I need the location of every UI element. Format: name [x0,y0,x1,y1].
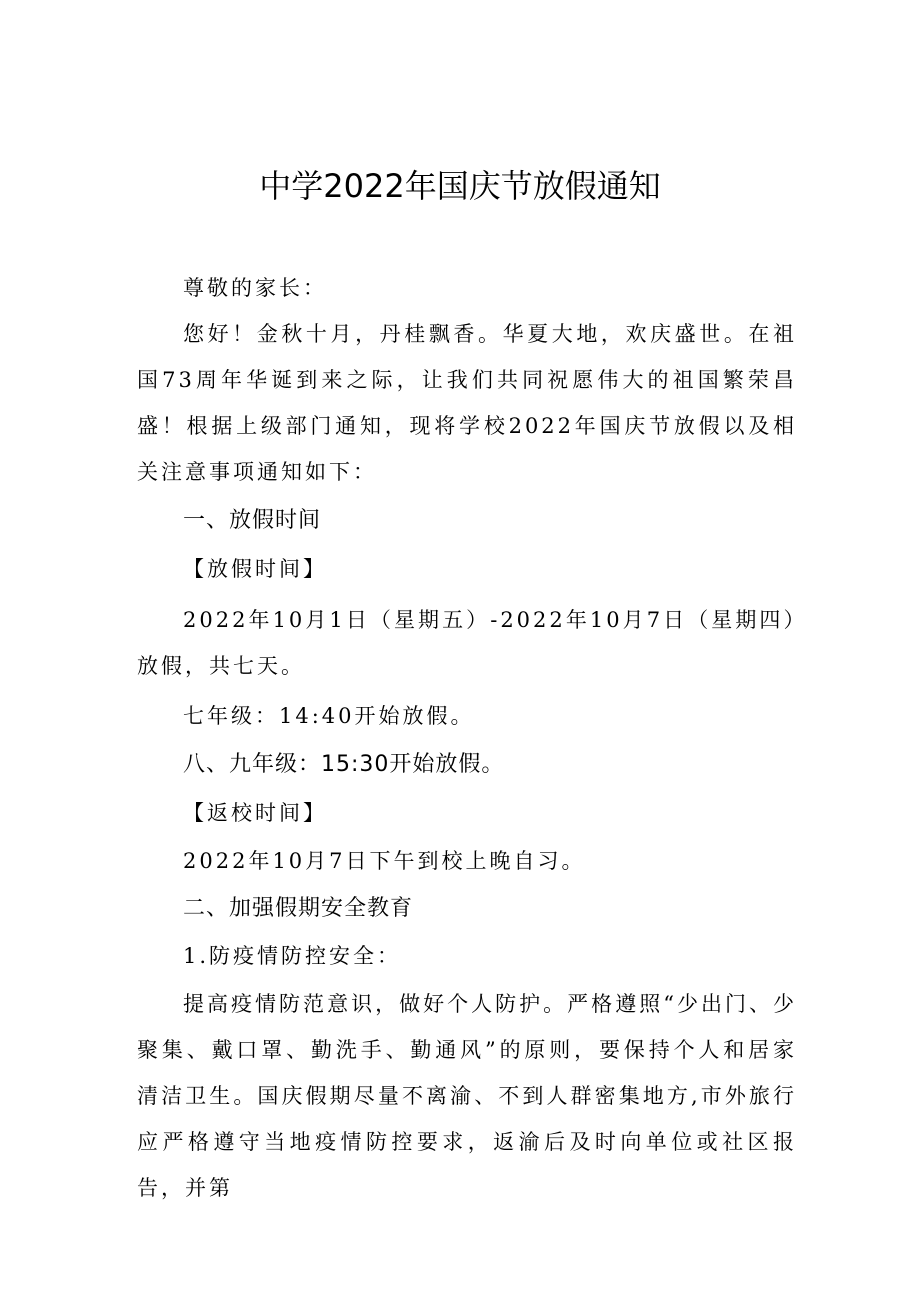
item1-paragraph: 提高疫情防范意识，做好个人防护。严格遵照“少出门、少聚集、戴口罩、勤洗手、勤通风”的原则，要保持个人和居家清洁卫生。国庆假期尽量不离渝、不到人群密集地方,市外旅行应严格遵守当地疫情防控要求，返渝后及时向单位或社区报告，并第 [137,992,797,1200]
salutation: 尊敬的家长： [183,276,327,300]
grade89-time: 八、九年级：15:30开始放假。 [183,752,505,777]
holiday-period: 2022年10月1日（星期五）-2022年10月7日（星期四）放假，共七天。 [137,608,797,678]
intro-paragraph: 您好！金秋十月，丹桂飘香。华夏大地，欢庆盛世。在祖国73周年华诞到来之际，让我们共同祝愿伟大的祖国繁荣昌盛！根据上级部门通知，现将学校2022年国庆节放假以及相关注意事项通知如下： [137,322,797,484]
document-title: 中学2022年国庆节放假通知 [259,167,661,205]
grade7-time: 七年级：14:40开始放假。 [183,704,475,728]
return-time: 2022年10月7日下午到校上晚自习。 [183,849,586,873]
return-time-label: 【返校时间】 [183,801,327,825]
section1-heading: 一、放假时间 [183,508,322,533]
item1-label: 1.防疫情防控安全： [183,944,402,968]
holiday-time-label: 【放假时间】 [183,557,327,581]
section2-heading: 二、加强假期安全教育 [183,896,414,921]
